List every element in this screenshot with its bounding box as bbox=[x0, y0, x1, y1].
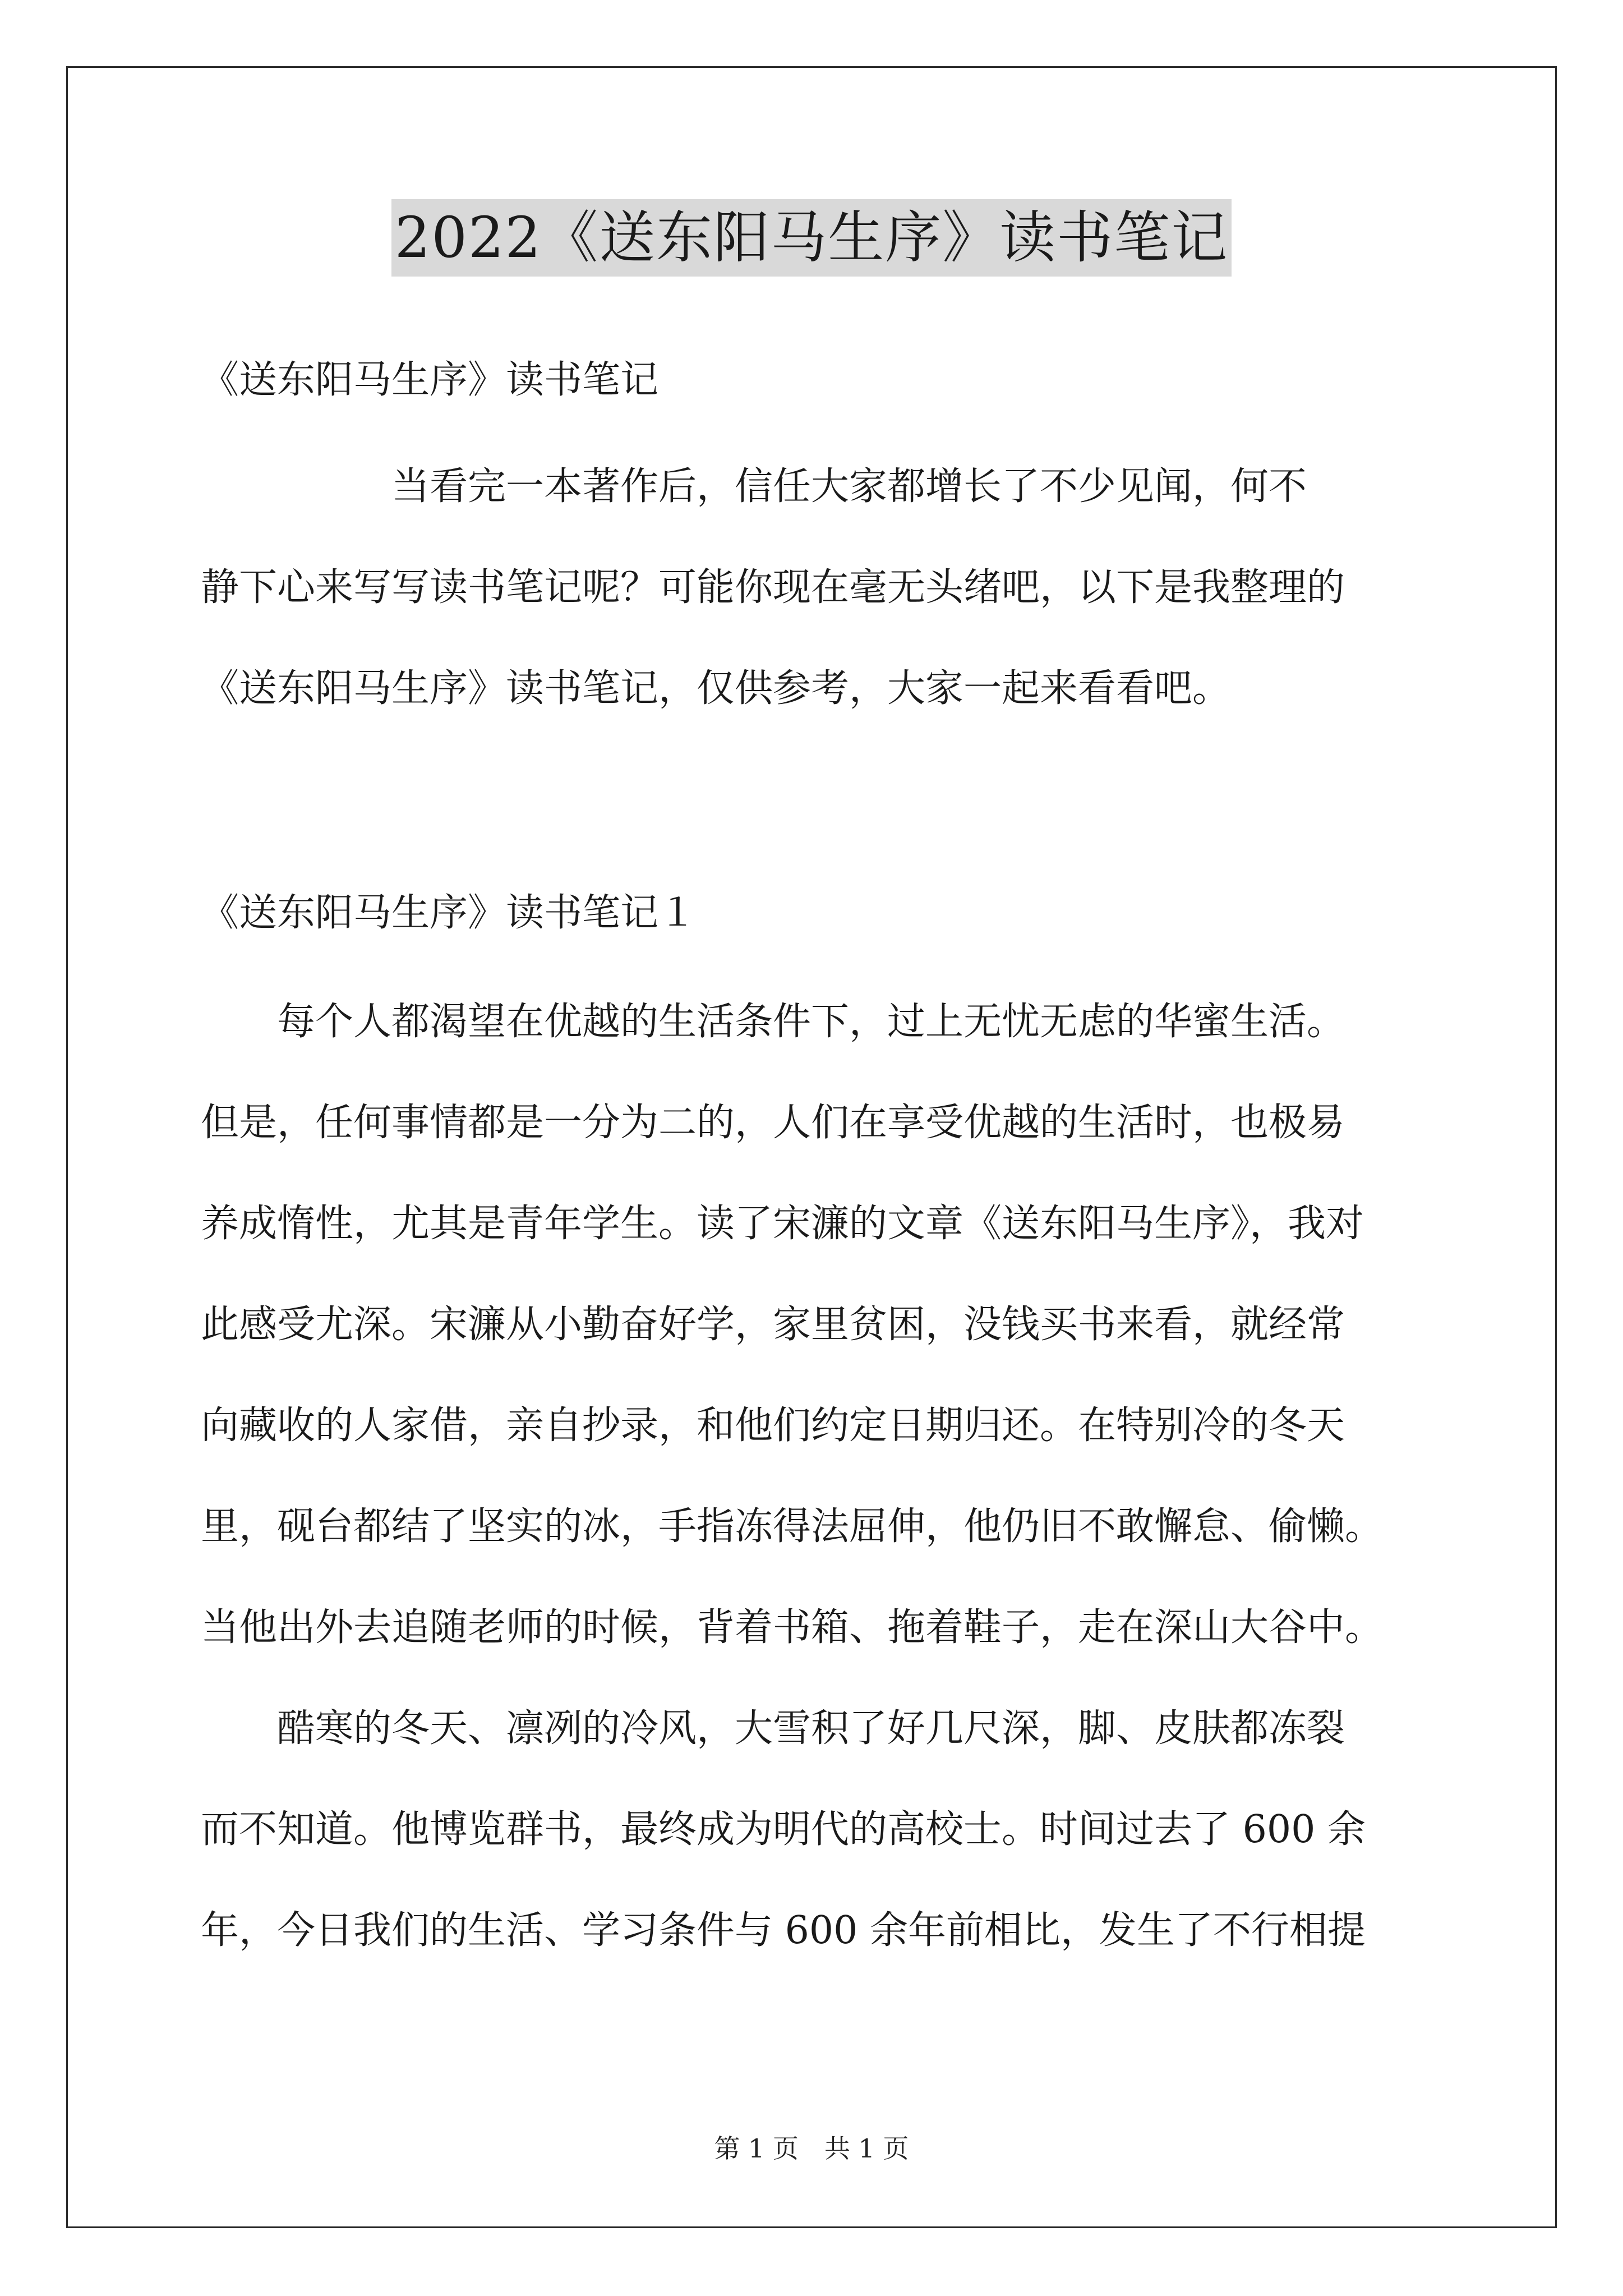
body-line: 每个人都渴望在优越的生活条件下，过上无忧无虑的华蜜生活。 bbox=[201, 1000, 1345, 1044]
document-subtitle bbox=[201, 330, 1429, 431]
page-footer: 第 1 页 共 1 页 bbox=[714, 2133, 909, 2164]
body-line: 而不知道。他博览群书，最终成为明代的高校士。时间过去了 600 余 bbox=[201, 1807, 1366, 1852]
body-line: 养成惰性，尤其是青年学生。读了宋濂的文章《送东阳马生序》，我对 bbox=[201, 1202, 1364, 1246]
intro-line: 静下心来写写读书笔记呢？可能你现在毫无头绪吧，以下是我整理的 bbox=[201, 565, 1345, 610]
intro-paragraph bbox=[201, 436, 1429, 739]
subtitle-line: 《送东阳马生序》读书笔记 bbox=[201, 358, 659, 402]
intro-line: 《送东阳马生序》读书笔记，仅供参考，大家一起来看看吧。 bbox=[201, 666, 1231, 711]
body-line: 里，砚台都结了坚实的冰，手指冻得法屈伸，他仍旧不敢懈怠、偷懒。 bbox=[201, 1504, 1384, 1549]
body-line: 酷寒的冬天、凛冽的冷风，大雪积了好几尺深，脚、皮肤都冻裂 bbox=[201, 1706, 1345, 1751]
title-container bbox=[0, 199, 1623, 277]
body-line: 年，今日我们的生活、学习条件与 600 余年前相比，发生了不行相提 bbox=[201, 1908, 1366, 1953]
section-heading-line: 《送东阳马生序》读书笔记１ bbox=[201, 891, 697, 935]
body-line: 此感受尤深。宋濂从小勤奋好学，家里贫困，没钱买书来看，就经常 bbox=[201, 1303, 1345, 1347]
intro-line: 当看完一本著作后，信任大家都增长了不少见闻，何不 bbox=[201, 464, 1307, 509]
body-line: 当他出外去追随老师的时候，背着书箱、拖着鞋子，走在深山大谷中。 bbox=[201, 1605, 1384, 1650]
body-paragraphs bbox=[201, 972, 1429, 1981]
body-line: 向藏收的人家借，亲自抄录，和他们约定日期归还。在特别冷的冬天 bbox=[201, 1404, 1345, 1448]
section-heading bbox=[201, 863, 1429, 964]
body-line: 但是，任何事情都是一分为二的，人们在享受优越的生活时，也极易 bbox=[201, 1101, 1345, 1145]
document-title: 2022《送东阳马生序》读书笔记 bbox=[391, 199, 1232, 277]
